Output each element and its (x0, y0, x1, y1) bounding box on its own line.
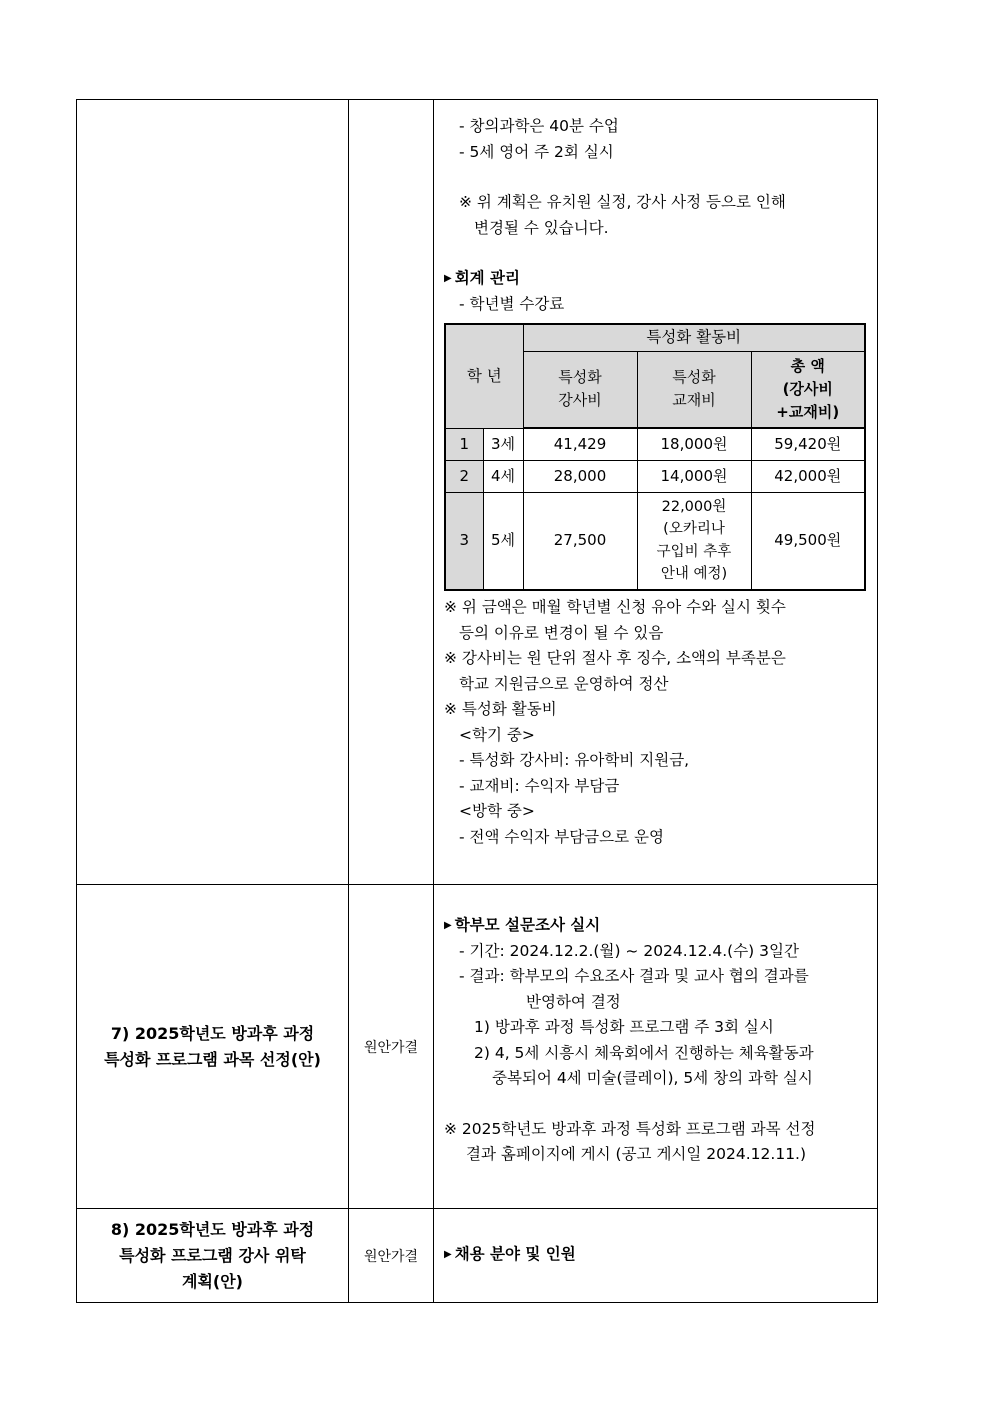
instructor-fee: 41,429 (523, 428, 637, 460)
note-line: ※ 특성화 활동비 (444, 700, 557, 718)
instructor-fee: 27,500 (523, 492, 637, 590)
grade-no: 1 (445, 428, 483, 460)
decision-8: 원안가결 (349, 1209, 434, 1303)
survey-period: - 기간: 2024.12.2.(월) ~ 2024.12.4.(수) 3일간 (459, 941, 799, 960)
section-title-text: 학부모 설문조사 실시 (454, 916, 601, 934)
section-title-text: 회계 관리 (454, 269, 520, 287)
grade-no: 3 (445, 492, 483, 590)
header-total: 총 액 (강사비 +교재비) (751, 351, 865, 428)
content-cell (434, 100, 878, 885)
note-line: ※ 강사비는 원 단위 절사 후 징수, 소액의 부족분은 (444, 649, 786, 667)
note-line: <학기 중> (459, 725, 535, 744)
table-row (445, 428, 865, 460)
material-fee: 14,000원 (637, 460, 751, 492)
note-line: ※ 2025학년도 방과후 과정 특성화 프로그램 과목 선정 (444, 1119, 816, 1138)
grade-age: 5세 (483, 492, 523, 590)
note-line: - 전액 수익자 부담금으로 운영 (459, 827, 664, 846)
header-material-fee: 특성화 교재비 (637, 351, 751, 428)
section-title-text: 채용 분야 및 인원 (454, 1245, 576, 1263)
survey-result-cont: 반영하여 결정 (526, 992, 621, 1011)
note-line: 결과 홈페이지에 게시 (공고 게시일 2024.12.11.) (466, 1145, 807, 1163)
note-line: ※ 위 금액은 매월 학년별 신청 유아 수와 실시 횟수 (444, 598, 786, 616)
agenda-title-line: 특성화 프로그램 과목 선정(안) (104, 1049, 321, 1069)
agenda-title-7 (77, 885, 349, 1209)
note-line: - 특성화 강사비: 유아학비 지원금, (459, 751, 690, 769)
agenda-title-line: 8) 2025학년도 방과후 과정 (110, 1219, 315, 1239)
material-fee: 22,000원 (오카리나 구입비 추후 안내 예정) (637, 492, 751, 590)
triangle-right-icon: ▶ (444, 273, 452, 284)
list-item: 2) 4, 5세 시흥시 체육회에서 진행하는 체육활동과 (474, 1043, 814, 1062)
section-title-survey (444, 913, 877, 939)
note-line: 변경될 수 있습니다. (474, 218, 609, 237)
agenda-row-7 (77, 885, 878, 1209)
content-cell-8 (434, 1209, 878, 1303)
triangle-right-icon: ▶ (444, 1249, 452, 1260)
notes-after-table (444, 595, 877, 850)
text-line: - 창의과학은 40분 수업 (459, 117, 619, 135)
meeting-agenda-table (76, 99, 878, 1303)
table-row (445, 460, 865, 492)
list-item: 1) 방과후 과정 특성화 프로그램 주 3회 실시 (474, 1018, 774, 1036)
grade-age: 4세 (483, 460, 523, 492)
total-fee: 59,420원 (751, 428, 865, 460)
header-group: 특성화 활동비 (523, 324, 865, 351)
table-row (445, 492, 865, 590)
header-grade: 학 년 (445, 324, 523, 428)
material-fee: 18,000원 (637, 428, 751, 460)
note-line: <방학 중> (459, 802, 535, 820)
agenda-title-cell-empty (77, 100, 349, 885)
note-line: - 교재비: 수익자 부담금 (459, 776, 620, 795)
subtitle-line: - 학년별 수강료 (459, 294, 565, 313)
agenda-title-line: 특성화 프로그램 강사 위탁 (119, 1245, 306, 1265)
section-title-recruit (444, 1242, 877, 1268)
decision-cell-empty (349, 100, 434, 885)
section-title-accounting (444, 266, 877, 292)
text-line: - 5세 영어 주 2회 실시 (459, 142, 614, 161)
note-line: ※ 위 계획은 유치원 실정, 강사 사정 등으로 인해 (459, 193, 786, 211)
agenda-row-8 (77, 1209, 878, 1303)
total-fee: 42,000원 (751, 460, 865, 492)
note-line: 등의 이유로 변경이 될 수 있음 (459, 623, 664, 642)
instructor-fee: 28,000 (523, 460, 637, 492)
note-line: 학교 지원금으로 운영하여 정산 (459, 674, 669, 693)
agenda-title-line: 7) 2025학년도 방과후 과정 (110, 1023, 315, 1043)
total-fee: 49,500원 (751, 492, 865, 590)
agenda-title-line: 계획(안) (182, 1271, 243, 1291)
grade-no: 2 (445, 460, 483, 492)
grade-age: 3세 (483, 428, 523, 460)
header-instructor-fee: 특성화 강사비 (523, 351, 637, 428)
agenda-title-8 (77, 1209, 349, 1303)
list-item-cont: 중복되어 4세 미술(클레이), 5세 창의 과학 실시 (492, 1069, 813, 1087)
survey-result: - 결과: 학부모의 수요조사 결과 및 교사 협의 결과를 (459, 967, 809, 985)
content-cell-7 (434, 885, 878, 1209)
agenda-row-continued (77, 100, 878, 885)
decision-7: 원안가결 (349, 885, 434, 1209)
fee-table (444, 323, 866, 591)
triangle-right-icon: ▶ (444, 920, 452, 931)
